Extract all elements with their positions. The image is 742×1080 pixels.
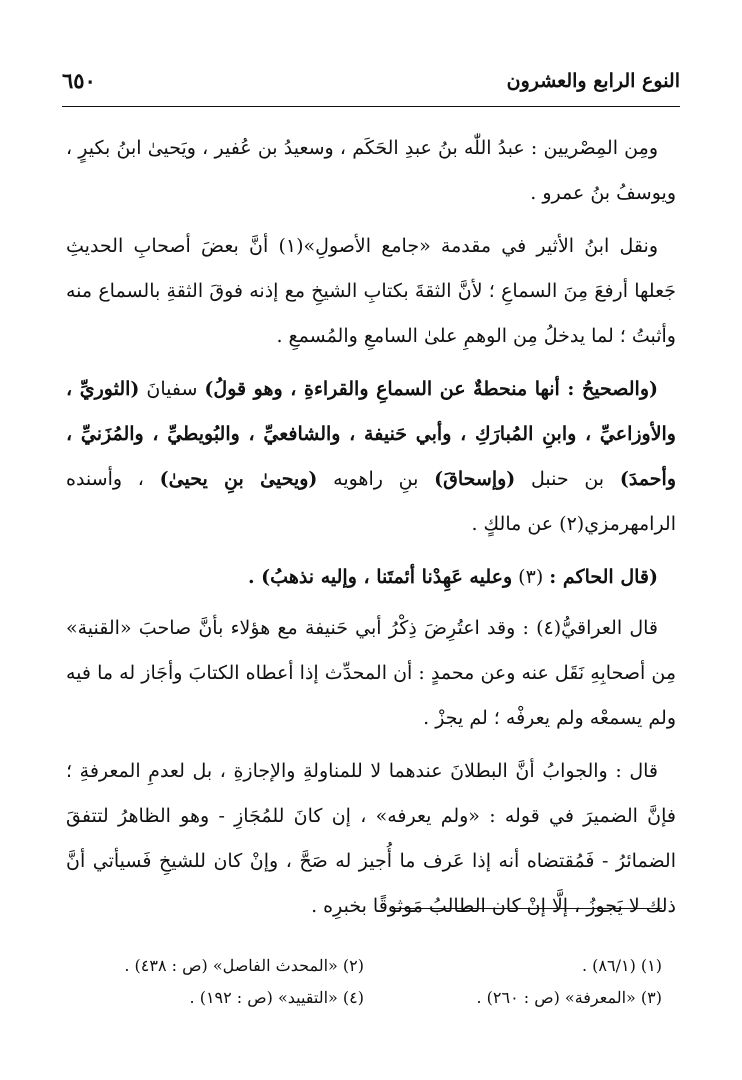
footnote-1: (١) (٨٦/١) . xyxy=(581,956,662,975)
quoted-text: وعليه عَهِدْنا أئمتَنا ، وإليه نذهبُ) . xyxy=(247,566,513,588)
quoted-text: (ويحيىٰ بنِ يحيىٰ) xyxy=(159,468,318,490)
paragraph-egyptians: ومِن المِصْريين : عبدُ اللّٰه بنُ عبدِ الحَكَم ، وسعيدُ بن عُفير ، ويَحيىٰ ابنُ بكيرٍ ، ويوسفُ بنُ عمرو . xyxy=(66,137,676,204)
footnote-row xyxy=(66,950,662,982)
paragraph-hakim xyxy=(66,555,676,600)
page-header xyxy=(62,66,680,107)
quoted-text: (والصحيحُ : أنها منحطةٌ عن السماعِ والقراءةِ ، وهو قولُ) xyxy=(204,378,658,400)
main-text xyxy=(66,126,676,937)
footnotes xyxy=(66,950,662,1014)
page-number: ٦٥٠ xyxy=(62,68,96,93)
commentary-text: ، وأسنده الرامهرمزي(٢) عن مالكٍ . xyxy=(66,468,676,535)
paragraph-answer: قال : والجوابُ أنَّ البطلانَ عندهما لا للمناولةِ والإجازةِ ، بل لعدمِ المعرفةِ ؛ فإنَّ الضميرَ في قوله : «ولم يعرفه» ، إن كانَ للمُجَازِ - وهو الظاهرُ لتتفقَ الضمائرُ - فَمُقتضاه أنه إذا عَرف ما أُجيز له صَحَّ ، وإنْ كان للشيخِ فَسيأتي أنَّ ذلك لا يَجوزُ ، إلَّا إنْ كان الطالبُ مَوثوقًا بخبرِه . xyxy=(66,760,676,917)
chapter-title: النوع الرابع والعشرون xyxy=(506,70,680,92)
commentary-text: بنِ راهويه xyxy=(317,468,435,490)
paragraph-iraqi: قال العراقيُّ(٤) : وقد اعتُرِضَ ذِكْرُ أبي حَنيفة مع هؤلاء بأنَّ صاحبَ «القنية» مِن أصحابِهِ نَقَل عنه وعن محمدٍ : أن المحدِّث إذا أعطاه الكتابَ وأجَاز له ما فيه ولم يسمعْه ولم يعرفْه ؛ لم يجزْ . xyxy=(66,617,676,729)
footnote-3: (٣) «المعرفة» (ص : ٢٦٠) . xyxy=(476,988,662,1007)
quoted-text: (الثوريِّ ، والأوزاعيِّ ، وابنِ المُبارَكِ ، وأبي حَنيفة ، والشافعيِّ ، والبُويطيِّ ، والمُزَنيِّ ، وأحمدَ) xyxy=(66,378,676,490)
quoted-text: (وإسحاقَ) xyxy=(434,468,516,490)
footnote-4: (٤) «التقييد» (ص : ١٩٢) . xyxy=(189,988,364,1007)
commentary-text: بن حنبل xyxy=(515,468,620,490)
quoted-text: (قال الحاكم : xyxy=(549,566,658,588)
commentary-text: سفيانَ xyxy=(139,378,205,400)
footnote-row xyxy=(66,982,662,1014)
footnote-separator xyxy=(392,908,662,909)
paragraph-sahih xyxy=(66,367,676,547)
footnote-marker: (٣) xyxy=(512,566,550,588)
paragraph-ibn-athir: ونقل ابنُ الأثير في مقدمة «جامع الأصولِ»(١) أنَّ بعضَ أصحابِ الحديثِ جَعلها أرفعَ مِنَ السماعِ ؛ لأنَّ الثقةَ بكتابِ الشيخِ مع إذنه فوقَ الثقةِ بالسماع منه وأثبتُ ؛ لما يدخلُ مِن الوهمِ علىٰ السامعِ والمُسمعِ . xyxy=(66,235,676,347)
footnote-2: (٢) «المحدث الفاصل» (ص : ٤٣٨) . xyxy=(124,956,364,975)
